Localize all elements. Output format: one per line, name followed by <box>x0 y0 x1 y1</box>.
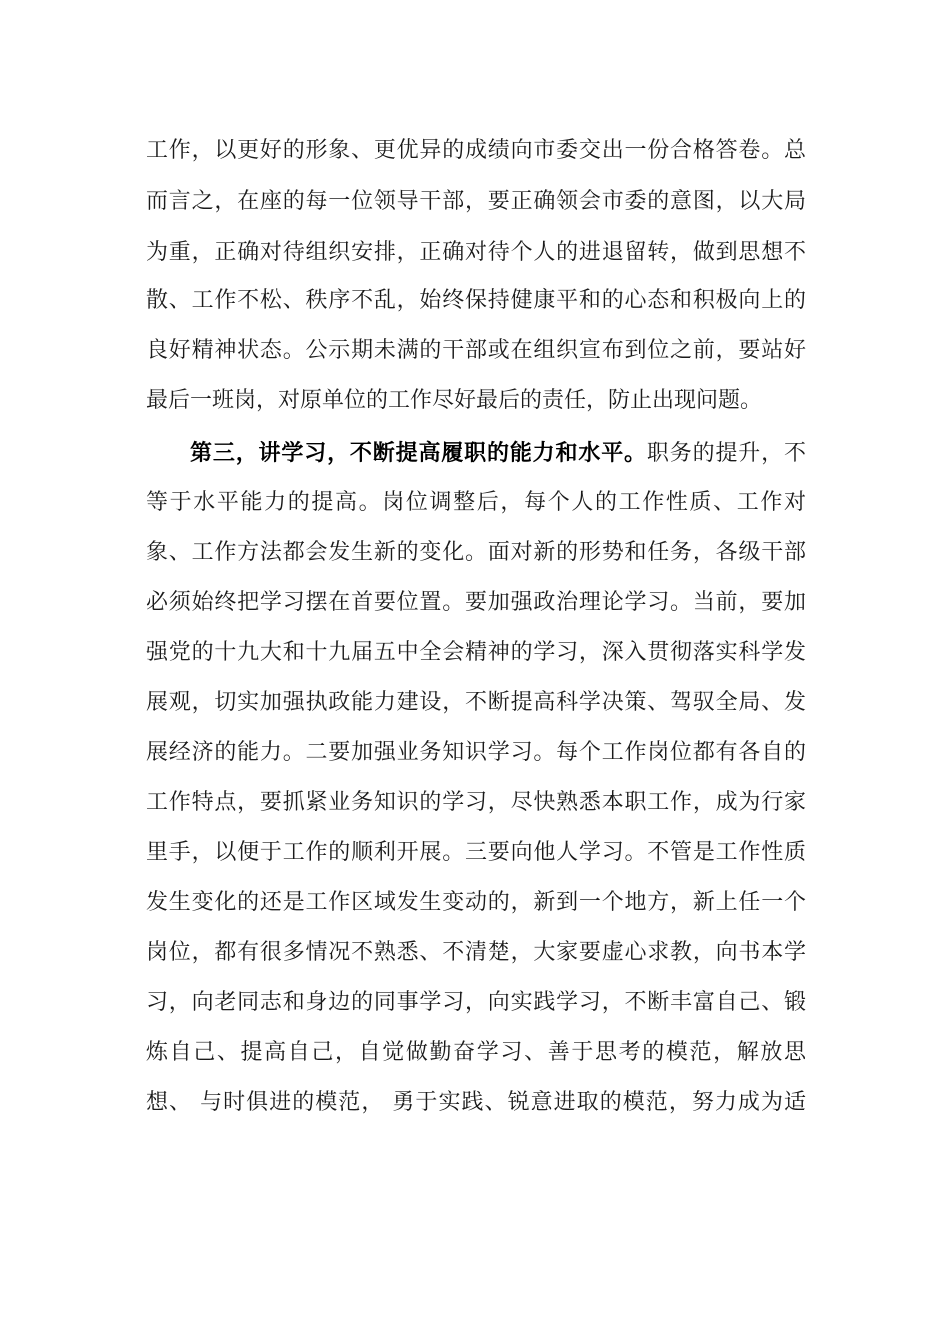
paragraph-1-line-3: 为重，正确对待组织安排，正确对待个人的进退留转，做到思想不 <box>146 240 806 265</box>
paragraph-2-line-8: 工作特点，要抓紧业务知识的学习，尽快熟悉本职工作，成为行家 <box>146 790 806 815</box>
paragraph-2-line-2: 等于水平能力的提高。岗位调整后，每个人的工作性质、工作对 <box>146 490 806 515</box>
paragraph-2-line-7: 展经济的能力。二要加强业务知识学习。每个工作岗位都有各自的 <box>146 740 806 765</box>
paragraph-2-line-6: 展观，切实加强执政能力建设，不断提高科学决策、驾驭全局、发 <box>146 690 806 715</box>
paragraph-2-line-1 <box>190 433 806 473</box>
paragraph-2-line-10: 发生变化的还是工作区域发生变动的，新到一个地方，新上任一个 <box>146 890 806 915</box>
paragraph-1-line-5: 良好精神状态。公示期未满的干部或在组织宣布到位之前，要站好 <box>146 338 806 363</box>
paragraph-1-line-2: 而言之，在座的每一位领导干部，要正确领会市委的意图，以大局 <box>146 189 806 214</box>
paragraph-2-line-4: 必须始终把学习摆在首要位置。要加强政治理论学习。当前，要加 <box>146 590 806 615</box>
paragraph-2-line-12: 习，向老同志和身边的同事学习，向实践学习，不断丰富自己、锻 <box>146 990 806 1015</box>
paragraph-2-line-3: 象、工作方法都会发生新的变化。面对新的形势和任务，各级干部 <box>146 540 806 565</box>
paragraph-2-line-11: 岗位，都有很多情况不熟悉、不清楚，大家要虚心求教，向书本学 <box>146 940 806 965</box>
paragraph-2-line-9: 里手，以便于工作的顺利开展。三要向他人学习。不管是工作性质 <box>146 840 806 865</box>
paragraph-2-line-1-rest: 职务的提升，不 <box>646 441 806 466</box>
paragraph-2-line-14: 想、 与时俱进的模范， 勇于实践、锐意进取的模范，努力成为适 <box>146 1090 806 1115</box>
paragraph-2-line-13: 炼自己、提高自己，自觉做勤奋学习、善于思考的模范，解放思 <box>146 1040 806 1065</box>
paragraph-1-line-4: 散、工作不松、秩序不乱，始终保持健康平和的心态和积极向上的 <box>146 288 806 313</box>
paragraph-2-line-5: 强党的十九大和十九届五中全会精神的学习，深入贯彻落实科学发 <box>146 640 806 665</box>
section-heading: 第三，讲学习，不断提高履职的能力和水平。 <box>190 440 647 466</box>
paragraph-1-line-1: 工作，以更好的形象、更优异的成绩向市委交出一份合格答卷。总 <box>146 138 806 163</box>
paragraph-1-line-6: 最后一班岗，对原单位的工作尽好最后的责任，防止出现问题。 <box>146 388 763 413</box>
